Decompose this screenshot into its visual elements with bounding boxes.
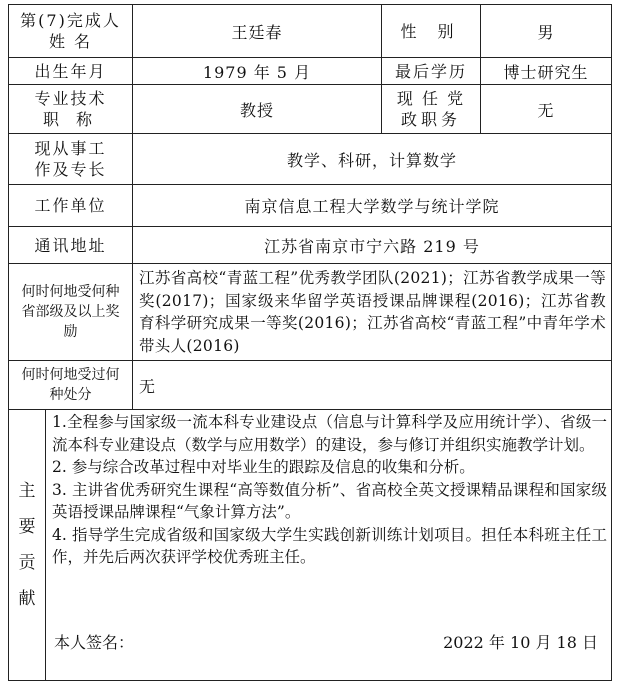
title-label-line1: 专业技术 (34, 89, 107, 108)
contribution-label-char: 要 (18, 517, 36, 537)
contribution-label (9, 410, 45, 680)
title-label (9, 85, 132, 133)
name-label (9, 5, 132, 57)
title-value: 教授 (239, 100, 274, 120)
name-label-line2: 姓 名 (48, 32, 93, 51)
signature-date: 2022 年 10 月 18 日 (443, 633, 598, 652)
contribution-item: 1.全程参与国家级一流本科专业建设点（信息与计算科学及应用统计学）、省级一流本科专业建设点（数学与应用数学）的建设，参与修订并组织实施教学计划。 (52, 413, 607, 454)
expertise-value: 教学、科研，计算数学 (286, 150, 457, 170)
awards-label: 何时何地受何种省部级及以上奖励 (21, 284, 120, 340)
employer-label: 工作单位 (34, 196, 107, 215)
post-label-line1: 现 任 党 (396, 89, 466, 108)
name-label-line1: 第(7)完成人 (20, 11, 121, 30)
personal-info-form (8, 4, 612, 681)
post-label (382, 85, 480, 133)
post-value: 无 (537, 100, 555, 120)
contribution-item: 3. 主讲省优秀研究生课程“高等数值分析”、省高校全英文授课精品课程和国家级英语授课品牌课程“气象计算方法”。 (52, 480, 607, 521)
expertise-label-line1: 现从事工 (34, 139, 107, 158)
punishment-label: 何时何地受过何种处分 (21, 367, 120, 403)
punishment-value: 无 (139, 376, 157, 396)
table-divider (45, 409, 46, 681)
contribution-list (52, 411, 607, 569)
gender-value: 男 (537, 22, 555, 42)
address-value: 江苏省南京市宁六路 219 号 (264, 236, 480, 256)
table-border (611, 4, 612, 681)
expertise-label-line2: 作及专长 (34, 160, 107, 179)
post-label-line2: 政职务 (400, 110, 461, 129)
birth-value: 1979 年 5 月 (202, 62, 312, 82)
table-border (8, 680, 612, 681)
contribution-label-char: 献 (18, 589, 36, 609)
contribution-item: 4. 指导学生完成省级和国家级大学生实践创新训练计划项目。担任本科班主任工作，并先后两次获评学校优秀班主任。 (52, 525, 607, 566)
signature-label: 本人签名： (54, 633, 135, 652)
awards-value: 江苏省高校“青蓝工程”优秀教学团队(2021)；江苏省教学成果一等奖(2017)；国家级来华留学英语授课品牌课程(2016)；江苏省教育科学研究成果一等奖(2016)；江苏省高校“青蓝工程”中青年学术带头人(2016) (139, 269, 606, 355)
degree-label: 最后学历 (394, 61, 467, 81)
gender-label: 性 别 (400, 21, 462, 41)
contribution-label-char: 主 (18, 481, 36, 501)
address-label: 通讯地址 (34, 235, 107, 255)
expertise-label (9, 134, 132, 184)
degree-value: 博士研究生 (503, 62, 589, 82)
contribution-label-char: 贡 (18, 553, 36, 573)
birth-label: 出生年月 (34, 61, 107, 81)
contribution-item: 2. 参与综合改革过程中对毕业生的跟踪及信息的收集和分析。 (52, 458, 475, 476)
table-divider (8, 409, 612, 410)
employer-value: 南京信息工程大学数学与统计学院 (244, 197, 500, 216)
name-value: 王廷春 (231, 22, 283, 42)
title-label-line2: 职 称 (42, 110, 99, 129)
